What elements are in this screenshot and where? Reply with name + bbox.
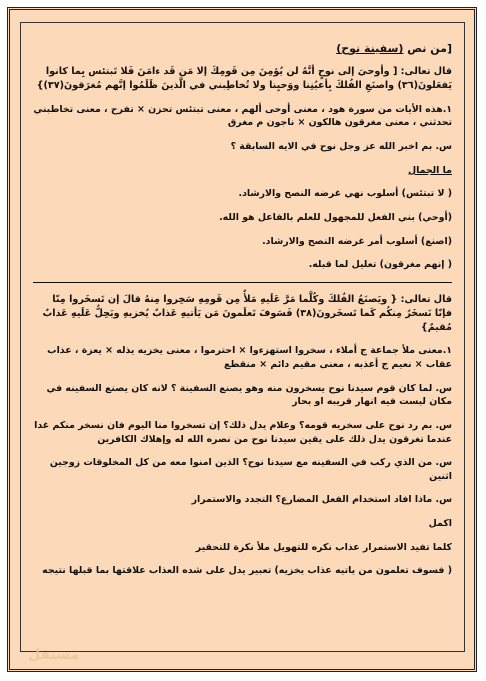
verse-1: قال تعالى: [ وأوحيَ إلى نوحٍ أنَّهُ لن يُؤمِنَ مِن قَومِكَ إلا مَن قَد ءامَنَ فَلا تَبتئس بِما كانوا يَفعَلونَ(٣٦) واصنَعِ الفُلكَ بِأعيُنِنا ووَحيِنا ولا تُخاطِبني في الَّذينَ ظَلَمُوا إنَّهم مُغرَقونَ(٣٧)} xyxy=(36,65,452,91)
question-2-2: س. بم رد نوح على سخريه قومه؟ وعلام يدل ذلك؟ إن تسخروا منا اليوم فان نسخر منكم غدا عندما تغرقون يدل ذلك على يقين سيدنا نوح من نصره الله له وإهلاك الكافرين xyxy=(34,419,452,445)
watermark-logo: مستقل xyxy=(28,647,80,663)
question-2-4: س. ماذا افاد استخدام الفعل المضارع؟ التجدد والاستمرار xyxy=(191,494,452,506)
answer-1: ( لا تبتئس) أسلوب نهي غرضه النصح والارشاد. xyxy=(238,188,452,200)
section-heading-akmil: اكمل xyxy=(428,518,452,530)
verse-2: قال تعالى: { ويَصنَعُ الفُلكَ وكُلَّما مَرَّ عَلَيهِ مَلأٌ مِن قَومِهِ سَخِروا مِنهُ قالَ إن تَسخَروا مِنّا فإنّا نَسخَرُ مِنكُم كَما تَسخَرونَ(٣٨) فَسَوفَ تَعلَمونَ مَن يَأتيهِ عَذابٌ يُخزيهِ ويَحِلُّ عَلَيهِ عَذابٌ مُقيمٌ} xyxy=(42,293,452,333)
question-1: س. بم اخبر الله عز وجل نوح في الايه السابقة ؟ xyxy=(230,141,452,152)
vocabulary-1: ١.هذه الأيات من سورة هود ، معنى أوحى ألهم ، معنى تبتئس تحزن × تفرح ، معنى تخاطبني تحدثني ، معنى مغرقون هالكون × ناجون م مغرق xyxy=(33,103,452,129)
vocabulary-2: ١.معنى ملأ جماعة ج أملاء ، سخروا استهزءوا × احترموا ، معنى يخزيه يذله × يعزة ، عذاب عقاب × نعيم ج أعذبه ، معنى مقيم دائم × منقطع xyxy=(47,345,452,371)
complete-2: ( فسوف تعلمون من ياتيه عذاب يخزيه) تعبير يدل على شده العذاب علاقتها بما قبلها نتيجه xyxy=(42,565,452,577)
section-divider xyxy=(33,282,452,283)
complete-1: كلما تفيد الاستمرار عذاب نكره للتهويل ملأ نكرة للتحقير xyxy=(195,541,452,553)
question-2-3: س. من الذي ركب في السفينه مع سيدنا نوح؟ الذين امنوا معه من كل المخلوقات زوجين اثنين xyxy=(49,457,452,482)
document-title xyxy=(33,41,452,57)
section-heading-jamal: ما الجمال xyxy=(407,164,452,176)
document-page xyxy=(20,22,465,652)
title-prefix: [من نص xyxy=(407,42,452,55)
question-2-1: س. لما كان قوم سيدنا نوح يسخرون منه وهو يصنع السفينة ؟ لانه كان يصنع السفينه في مكان ليست فيه انهار قريبه او بحار xyxy=(46,382,452,408)
answer-4: ( إنهم مغرقون) تعليل لما قبله. xyxy=(308,259,452,271)
answer-2: (أوحي) بني الفعل للمجهول للعلم بالفاعل هو الله. xyxy=(219,211,452,223)
document-body xyxy=(33,41,452,578)
answer-3: (اصنع) أسلوب أمر غرضه النصح والارشاد. xyxy=(262,235,452,247)
title-name: (سفينة نوح) xyxy=(336,42,404,55)
